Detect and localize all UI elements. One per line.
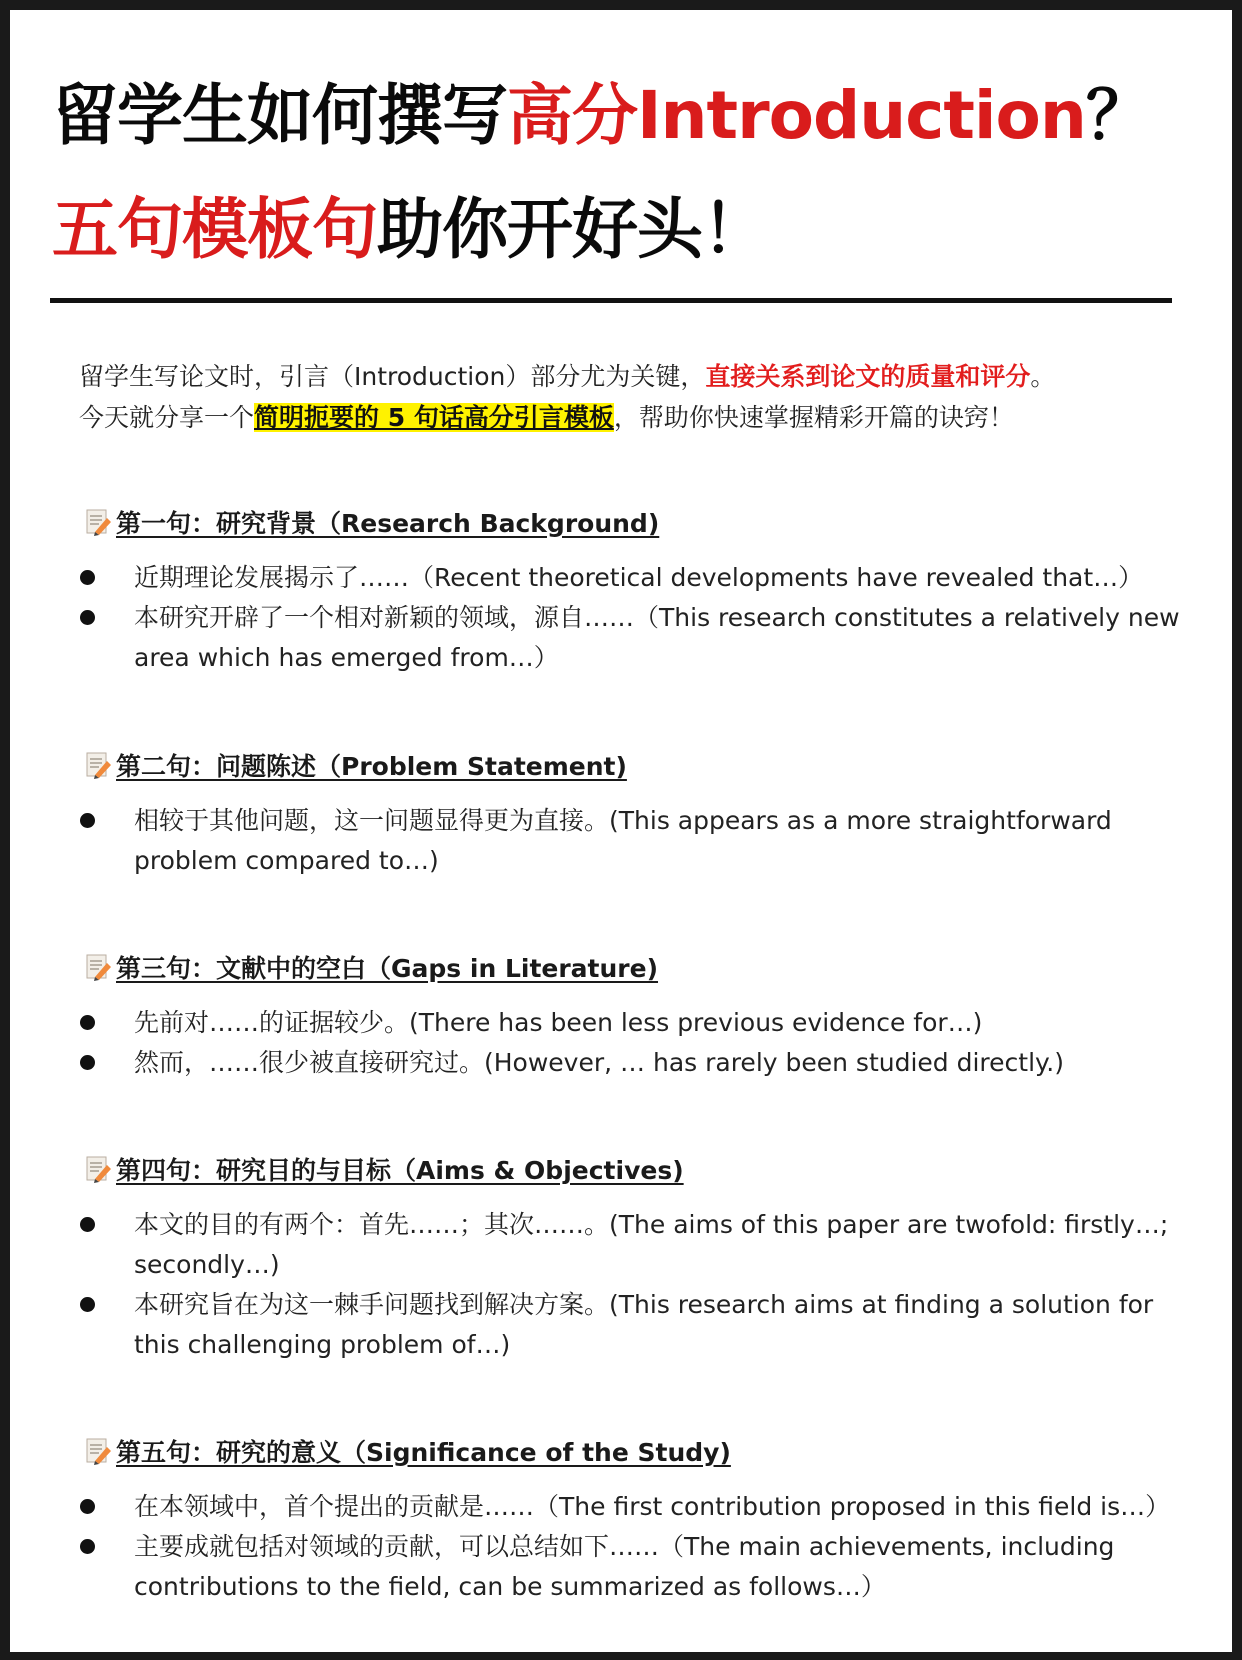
- bullet-list-4: [78, 1205, 1188, 1365]
- section-heading-5: 第五句：研究的意义（Significance of the Study): [86, 1433, 731, 1469]
- page-title-line-1: 留学生如何撰写高分Introduction？: [52, 77, 1151, 154]
- bullet-dot: [80, 1297, 95, 1312]
- memo-icon: [86, 1437, 112, 1465]
- bullet-dot: [80, 570, 95, 585]
- list-item: 近期理论发展揭示了……（Recent theoretical developments have revealed that…）: [78, 558, 1188, 598]
- bullet-list-3: [78, 1003, 1188, 1083]
- section-heading-2: 第二句：问题陈述（Problem Statement): [86, 747, 627, 783]
- bullet-dot: [80, 610, 95, 625]
- list-item: 本文的目的有两个：首先……；其次……。(The aims of this paper are twofold: firstly…; secondly…): [78, 1205, 1188, 1285]
- memo-icon: [86, 508, 112, 536]
- list-item: 然而，……很少被直接研究过。(However, … has rarely been studied directly.): [78, 1043, 1188, 1083]
- intro-highlight: 简明扼要的 5 句话高分引言模板: [254, 403, 614, 432]
- bullet-dot: [80, 1015, 95, 1030]
- bullet-list-1: [78, 558, 1188, 678]
- bullet-list-5: [78, 1487, 1188, 1607]
- list-item: 在本领域中，首个提出的贡献是……（The first contribution proposed in this field is…）: [78, 1487, 1188, 1527]
- list-item: 先前对……的证据较少。(There has been less previous evidence for…): [78, 1003, 1188, 1043]
- bullet-dot: [80, 1217, 95, 1232]
- list-item: 相较于其他问题，这一问题显得更为直接。(This appears as a more straightforward problem compared to…): [78, 801, 1188, 881]
- section-heading-4: 第四句：研究目的与目标（Aims & Objectives): [86, 1151, 684, 1187]
- intro-emphasis: 直接关系到论文的质量和评分: [705, 362, 1031, 391]
- bullet-dot: [80, 1499, 95, 1514]
- bullet-dot: [80, 1055, 95, 1070]
- title-highlight: 高分Introduction: [507, 77, 1086, 154]
- memo-icon: [86, 1155, 112, 1183]
- bullet-dot: [80, 1539, 95, 1554]
- list-item: 主要成就包括对领域的贡献，可以总结如下……（The main achievements, including contributions to the field, can be summarized as follows…）: [78, 1527, 1188, 1607]
- title-divider: [50, 298, 1172, 303]
- section-heading-3: 第三句：文献中的空白（Gaps in Literature): [86, 949, 658, 985]
- bullet-list-2: [78, 801, 1188, 881]
- memo-icon: [86, 953, 112, 981]
- intro-paragraph: 留学生写论文时，引言（Introduction）部分尤为关键，直接关系到论文的质量和评分。 今天就分享一个简明扼要的 5 句话高分引言模板，帮助你快速掌握精彩开篇的诀窍！: [79, 362, 1056, 432]
- bullet-dot: [80, 813, 95, 828]
- section-heading-1: 第一句：研究背景（Research Background): [86, 504, 659, 540]
- list-item: 本研究旨在为这一棘手问题找到解决方案。(This research aims at finding a solution for this challenging problem of…): [78, 1285, 1188, 1365]
- list-item: 本研究开辟了一个相对新颖的领域，源自……（This research constitutes a relatively new area which has emerged from…）: [78, 598, 1188, 678]
- memo-icon: [86, 751, 112, 779]
- title-highlight: 五句模板句: [52, 191, 377, 268]
- page-title-line-2: 五句模板句助你开好头！: [52, 191, 767, 268]
